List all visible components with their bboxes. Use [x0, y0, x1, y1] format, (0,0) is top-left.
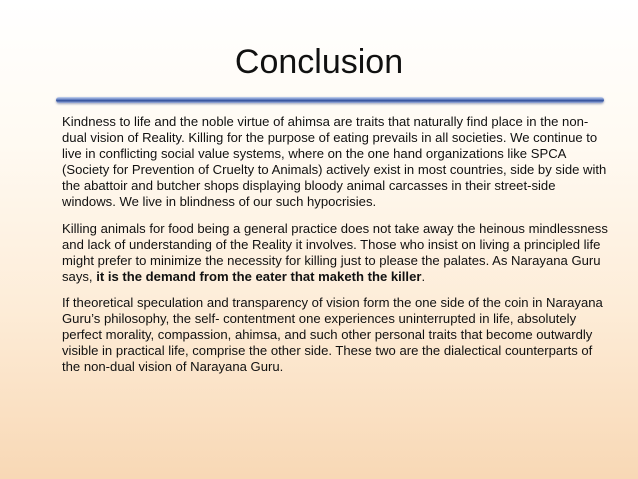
paragraph-killing-animals-text: Killing animals for food being a general practice does not take away the heinous mindlessness and lack of understanding of the Reality it involves. Those who insist on living a principled life might prefer to minimize the necessity for killing just to please the palates. As Narayana Guru says, — [62, 220, 608, 284]
paragraph-dialectical: If theoretical speculation and transparency of vision form the one side of the coin in Narayana Guru’s philosophy, the self- contentment one experiences uninterrupted in life, absolutely perfect morality, compassion, ahimsa, and such other personal traits that become outwardly visible in practical life, comprise the other side. These two are the dialectical counterparts of the non-dual vision of Narayana Guru. — [62, 294, 603, 375]
paragraph-killing-animals-end: . — [421, 268, 426, 284]
paragraph-killing-animals — [62, 221, 610, 285]
title-divider — [56, 97, 604, 103]
slide-title: Conclusion — [234, 43, 404, 81]
paragraph-ahimsa: Kindness to life and the noble virtue of ahimsa are traits that naturally find place in the non-dual vision of Reality. Killing for the purpose of eating prevails in all societies. We continue to live in conflicting social value systems, where on the one hand organizations like SPCA (Society for Prevention of Cruelty to Animals) actively exist in most countries, side by side with the abattoir and butcher shops displaying bloody animal carcasses in their street-side windows. We live in blindness of our such hypocrisies. — [62, 114, 607, 210]
slide-body — [62, 114, 610, 385]
narayana-guru-quote: it is the demand from the eater that maketh the killer — [96, 268, 422, 284]
